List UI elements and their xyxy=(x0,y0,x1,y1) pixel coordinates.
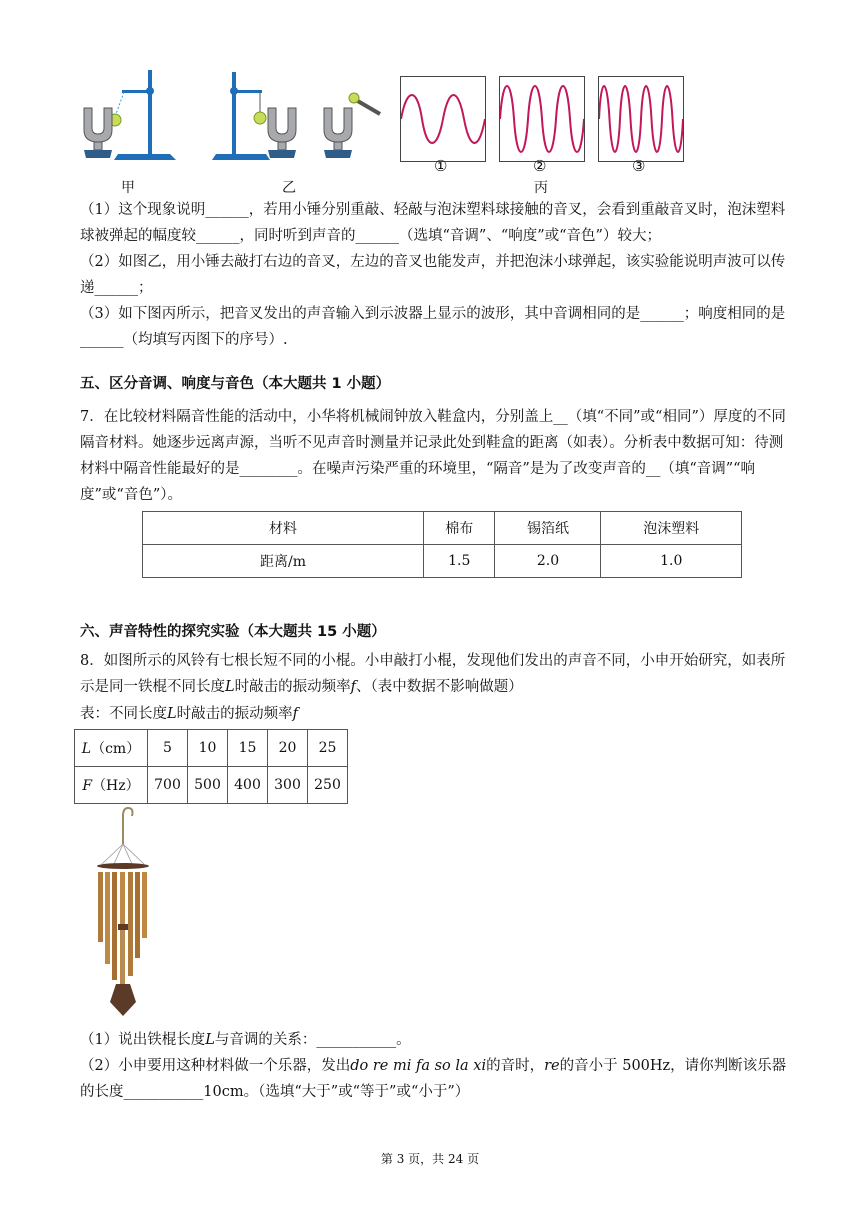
table-cell: 2.0 xyxy=(495,545,601,578)
wave-label-1: ① xyxy=(434,157,448,175)
tuning-fork-stand-illustration xyxy=(78,68,178,168)
q8-intro-c: 、（表中数据不影响做题） xyxy=(356,679,523,695)
table-cell: 1.5 xyxy=(424,545,495,578)
wave-label-3: ③ xyxy=(632,157,646,175)
q7-table xyxy=(142,511,742,578)
figure-label-jia: 甲 xyxy=(121,180,135,196)
q8-table-caption xyxy=(80,703,298,725)
q8-p1-a: （1）说出铁棍长度 xyxy=(80,1032,206,1048)
q8-p2-b: 的音时， xyxy=(486,1058,545,1074)
table-cell: 400 xyxy=(228,767,268,804)
q6-part3: （3）如下图丙所示，把音叉发出的声音输入到示波器上显示的波形，其中音调相同的是______；响度相同的是______（均填写丙图下的序号）. xyxy=(80,306,786,348)
var-F: F xyxy=(82,778,93,794)
note-re: re xyxy=(544,1058,560,1074)
q6-part2: （2）如图乙，用小锤去敲打右边的音叉，左边的音叉也能发声，并把泡沫小球弹起，该实验能说明声波可以传递______； xyxy=(80,254,786,296)
q8-intro-a: 8．如图所示的风铃有七根长短不同的小棍。小申敲打小棍，发现他们发出的声音不同，小申开始研究，如表所示是同一铁棍不同长度 xyxy=(80,653,786,695)
table-head-cell xyxy=(75,730,148,767)
table-cell: 10 xyxy=(188,730,228,767)
waveform-1 xyxy=(400,76,486,162)
table-cell: 15 xyxy=(228,730,268,767)
caption-b: 时敲击的振动频率 xyxy=(176,706,293,722)
table-cell: 300 xyxy=(268,767,308,804)
q6-part1: （1）这个现象说明______，若用小锤分别重敲、轻敲与泡沫塑料球接触的音叉，会看到重敲音叉时，泡沫塑料球被弹起的幅度较______，同时听到声音的______（选填“音调”、“响度”或“音色”）较大； xyxy=(80,202,786,244)
tuning-fork-pair-illustration xyxy=(210,68,390,168)
table-row xyxy=(143,545,742,578)
var-L: L xyxy=(205,1032,215,1048)
unit: （cm） xyxy=(91,741,141,757)
table-head-cell xyxy=(75,767,148,804)
table-cell: 250 xyxy=(308,767,348,804)
wind-chime-image xyxy=(92,806,154,1018)
waveform-3-svg xyxy=(599,77,683,161)
table-cell: 700 xyxy=(148,767,188,804)
waveform-3 xyxy=(598,76,684,162)
table-cell: 泡沫塑料 xyxy=(601,512,742,545)
wave-label-2: ② xyxy=(533,157,547,175)
table-cell: 5 xyxy=(148,730,188,767)
q8-part1 xyxy=(80,1027,795,1053)
table-cell: 距离/m xyxy=(143,545,424,578)
section-6-title: 六、声音特性的探究实验（本大题共 15 小题） xyxy=(80,624,386,640)
figure-jia xyxy=(78,68,178,168)
q8-p2-a: （2）小申要用这种材料做一个乐器，发出 xyxy=(80,1058,351,1074)
unit: （Hz） xyxy=(92,778,140,794)
table-cell: 1.0 xyxy=(601,545,742,578)
section-5-title: 五、区分音调、响度与音色（本大题共 1 小题） xyxy=(80,376,391,392)
table-row xyxy=(75,767,348,804)
waveform-2-svg xyxy=(500,77,584,161)
table-cell: 500 xyxy=(188,767,228,804)
q8-part2 xyxy=(80,1053,795,1105)
var-f: f xyxy=(350,679,357,695)
var-L: L xyxy=(81,741,92,757)
var-L: L xyxy=(167,706,177,722)
q8-table xyxy=(74,729,348,804)
q8-intro-b: 时敲击的振动频率 xyxy=(234,679,351,695)
q7-text: 7．在比较材料隔音性能的活动中，小华将机械闹钟放入鞋盒内，分别盖上__（填“不同”或“相同”）厚度的不同隔音材料。她逐步远离声源，当听不见声音时测量并记录此处到鞋盒的距离（如表）。分析表中数据可知：待测材料中隔音性能最好的是________。在噪声污染严重的环境里，“隔音”是为了改变声音的__（填“音调”“响度”或“音色”）。 xyxy=(80,409,786,503)
page-footer: 第 3 页，共 24 页 xyxy=(380,1152,480,1166)
wind-chime-icon xyxy=(92,806,154,1018)
q8-p2-c: 的音小于 500Hz，请你判断该乐器的长度___________10cm。（选填“大于”或“等于”或“小于”） xyxy=(80,1058,787,1100)
table-row xyxy=(75,730,348,767)
waveform-2 xyxy=(499,76,585,162)
q8-intro xyxy=(80,648,795,700)
table-row xyxy=(143,512,742,545)
caption-a: 表：不同长度 xyxy=(80,706,167,722)
waveform-1-svg xyxy=(401,77,485,161)
var-f: f xyxy=(292,706,299,722)
table-cell: 25 xyxy=(308,730,348,767)
figure-label-bing: 丙 xyxy=(534,180,548,196)
q8-p1-b: 与音调的关系：___________。 xyxy=(214,1032,411,1048)
figure-yi xyxy=(210,68,390,168)
table-cell: 20 xyxy=(268,730,308,767)
table-cell: 锡箔纸 xyxy=(495,512,601,545)
table-cell: 棉布 xyxy=(424,512,495,545)
table-cell: 材料 xyxy=(143,512,424,545)
solfege-notes: do re mi fa so la xi xyxy=(350,1058,487,1074)
var-L: L xyxy=(225,679,235,695)
figure-label-yi: 乙 xyxy=(282,180,296,196)
